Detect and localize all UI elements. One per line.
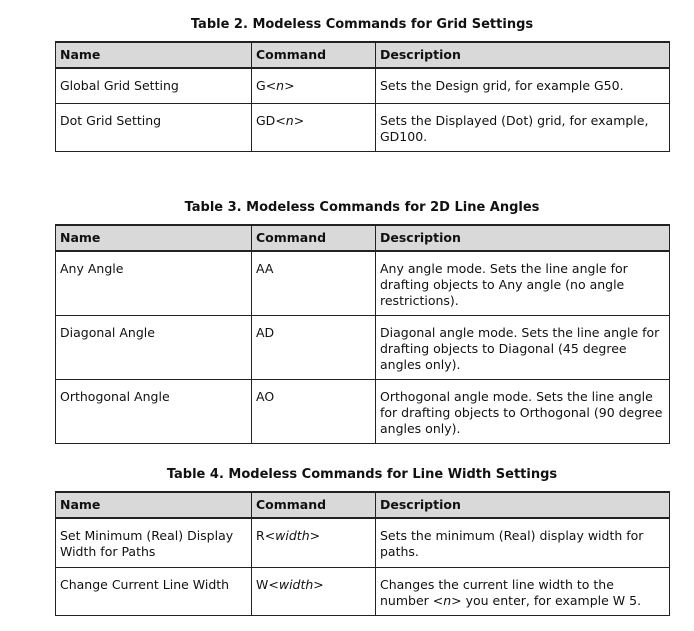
- table-row: [56, 567, 670, 615]
- row-command: AD: [252, 316, 376, 380]
- row-command: AA: [252, 251, 376, 316]
- table-row: [56, 251, 670, 316]
- table-header-row: [56, 225, 670, 251]
- header-description: Description: [376, 492, 670, 518]
- row-description: Sets the Displayed (Dot) grid, for example, GD100.: [376, 103, 670, 151]
- command-text: W: [256, 576, 269, 592]
- row-command: [252, 68, 376, 103]
- description-arg: <n>: [432, 592, 462, 608]
- row-description: Diagonal angle mode. Sets the line angle for drafting objects to Diagonal (45 degree angles only).: [376, 316, 670, 380]
- line-angles-table: [55, 224, 670, 444]
- command-text: G: [256, 78, 266, 93]
- description-text: Changes the current line width to the number: [380, 576, 614, 608]
- table-header-row: [56, 42, 670, 68]
- row-name: Change Current Line Width: [56, 567, 252, 615]
- header-command: Command: [252, 492, 376, 518]
- row-name: Set Minimum (Real) Display Width for Paths: [56, 518, 252, 567]
- line-width-table: [55, 491, 670, 616]
- row-command: [252, 567, 376, 615]
- row-name: Any Angle: [56, 251, 252, 316]
- table-row: [56, 380, 670, 444]
- row-command: [252, 103, 376, 151]
- description-text: you enter, for example W 5.: [461, 592, 642, 608]
- table-row: [56, 68, 670, 103]
- command-text: GD: [256, 112, 276, 128]
- table2-caption: Table 2. Modeless Commands for Grid Settings: [190, 17, 534, 32]
- table4-caption: Table 4. Modeless Commands for Line Width Settings: [166, 467, 558, 482]
- header-name: Name: [56, 492, 252, 518]
- header-description: Description: [376, 225, 670, 251]
- row-description: [376, 567, 670, 615]
- header-description: Description: [376, 42, 670, 68]
- row-name: Orthogonal Angle: [56, 380, 252, 444]
- header-name: Name: [56, 225, 252, 251]
- header-command: Command: [252, 42, 376, 68]
- row-name: Diagonal Angle: [56, 316, 252, 380]
- table-header-row: [56, 492, 670, 518]
- grid-settings-table: [55, 41, 670, 152]
- row-name: Dot Grid Setting: [56, 103, 252, 151]
- row-description: Orthogonal angle mode. Sets the line angle for drafting objects to Orthogonal (90 degree angles only).: [376, 380, 670, 444]
- row-command: [252, 518, 376, 567]
- table3-caption: Table 3. Modeless Commands for 2D Line Angles: [184, 200, 540, 215]
- command-arg: <n>: [265, 78, 295, 93]
- table-row: [56, 316, 670, 380]
- row-description: Sets the Design grid, for example G50.: [376, 68, 670, 103]
- table-row: [56, 518, 670, 567]
- row-command: AO: [252, 380, 376, 444]
- header-name: Name: [56, 42, 252, 68]
- row-name: Global Grid Setting: [56, 68, 252, 103]
- command-arg: <width>: [264, 528, 321, 543]
- command-arg: <n>: [275, 112, 305, 128]
- row-description: Any angle mode. Sets the line angle for drafting objects to Any angle (no angle restrictions).: [376, 251, 670, 316]
- header-command: Command: [252, 225, 376, 251]
- command-arg: <width>: [268, 576, 324, 592]
- command-text: R: [256, 528, 265, 543]
- row-description: Sets the minimum (Real) display width for paths.: [376, 518, 670, 567]
- table-row: [56, 103, 670, 151]
